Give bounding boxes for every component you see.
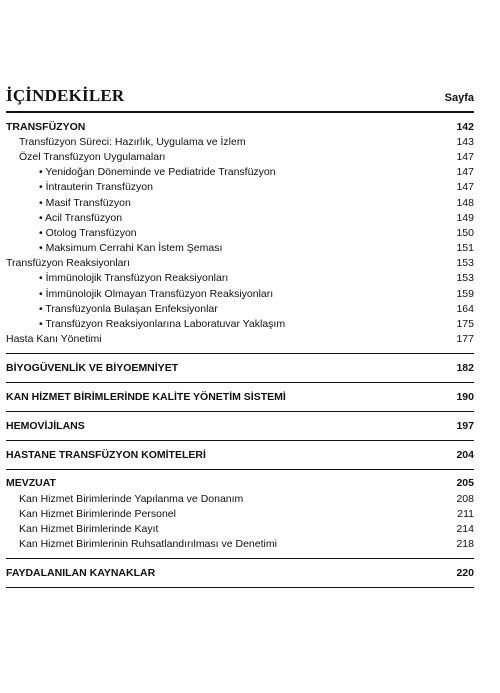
toc-entry[interactable]: [6, 225, 474, 240]
toc-entry[interactable]: [6, 286, 474, 301]
page-number: 214: [456, 522, 474, 535]
page-number: 204: [456, 448, 474, 461]
toc-entry[interactable]: [6, 195, 474, 210]
page-number: 220: [456, 566, 474, 579]
page-number: 147: [456, 181, 474, 194]
section-title: TRANSFÜZYON: [6, 120, 86, 133]
entry-label: • İmmünolojik Transfüzyon Reaksiyonları: [39, 272, 229, 285]
toc-entry[interactable]: [6, 521, 474, 536]
page-number: 177: [456, 333, 474, 346]
page-number: 197: [456, 419, 474, 432]
toc-entry[interactable]: [6, 256, 474, 271]
page-number: 190: [456, 390, 474, 403]
page-number: 147: [456, 150, 474, 163]
toc-section-kaynaklar[interactable]: [6, 559, 474, 587]
bottom-rule: [6, 587, 474, 588]
toc-entry[interactable]: [6, 506, 474, 521]
page-number: 142: [456, 120, 474, 133]
toc-section-biyoguvenlik[interactable]: [6, 354, 474, 382]
page-number: 153: [456, 272, 474, 285]
toc-entry[interactable]: [6, 210, 474, 225]
page-number: 175: [456, 318, 474, 331]
section-title: BİYOGÜVENLİK VE BİYOEMNİYET: [6, 361, 179, 374]
toc-entry[interactable]: [6, 134, 474, 149]
entry-label: • Acil Transfüzyon: [39, 211, 123, 224]
section-title: KAN HİZMET BİRİMLERİNDE KALİTE YÖNETİM SİSTEMİ: [6, 390, 286, 403]
section-title: FAYDALANILAN KAYNAKLAR: [6, 566, 156, 579]
page-number: 147: [456, 166, 474, 179]
entry-label: Özel Transfüzyon Uygulamaları: [19, 150, 166, 163]
toc-section-hemovijilans[interactable]: [6, 412, 474, 440]
entry-label: Hasta Kanı Yönetimi: [6, 333, 102, 346]
toc-section-transfuzyon: [6, 119, 474, 353]
entry-label: • İmmünolojik Olmayan Transfüzyon Reaksiyonları: [39, 287, 274, 300]
page-number: 151: [456, 242, 474, 255]
page-number: 164: [456, 302, 474, 315]
section-title: MEVZUAT: [6, 477, 56, 490]
section-title: HEMOVİJİLANS: [6, 419, 85, 432]
page-number: 218: [456, 538, 474, 551]
entry-label: • Transfüzyon Reaksiyonlarına Laboratuvar Yaklaşım: [39, 318, 286, 331]
page-number: 149: [456, 211, 474, 224]
section-divider: [6, 469, 474, 470]
toc-entry[interactable]: [6, 316, 474, 331]
page-number: 211: [457, 507, 474, 520]
page-number: 159: [456, 287, 474, 300]
header-rule: [6, 111, 474, 113]
entry-label: Transfüzyon Süreci: Hazırlık, Uygulama ve İzlem: [19, 135, 246, 148]
page-number: 182: [456, 361, 474, 374]
page-number: 150: [456, 226, 474, 239]
toc-entry[interactable]: [6, 491, 474, 506]
entry-label: • Masif Transfüzyon: [39, 196, 131, 209]
entry-label: • Yenidoğan Döneminde ve Pediatride Transfüzyon: [39, 166, 276, 179]
entry-label: Kan Hizmet Birimlerinde Kayıt: [19, 522, 159, 535]
toc-header: [6, 82, 474, 106]
page-number: 205: [456, 477, 474, 490]
toc-entry[interactable]: [6, 271, 474, 286]
toc-entry[interactable]: [6, 332, 474, 347]
toc-entry[interactable]: [6, 149, 474, 164]
page-number: 148: [456, 196, 474, 209]
toc-section-komiteler[interactable]: [6, 441, 474, 469]
entry-label: Kan Hizmet Birimlerinde Personel: [19, 507, 176, 520]
page-number: 153: [456, 257, 474, 270]
entry-label: • Maksimum Cerrahi Kan İstem Şeması: [39, 242, 223, 255]
entry-label: Kan Hizmet Birimlerinde Yapılanma ve Donanım: [19, 492, 244, 505]
toc-section-kalite[interactable]: [6, 383, 474, 411]
page-number: 208: [456, 492, 474, 505]
toc-entry[interactable]: [6, 476, 474, 491]
toc-entry[interactable]: [6, 241, 474, 256]
entry-label: • İntrauterin Transfüzyon: [39, 181, 153, 194]
toc-entry[interactable]: [6, 165, 474, 180]
toc-title: İÇİNDEKİLER: [6, 86, 125, 105]
page-column-label: Sayfa: [444, 92, 474, 104]
entry-label: Kan Hizmet Birimlerinin Ruhsatlandırılması ve Denetimi: [19, 538, 277, 551]
toc-section-mevzuat: [6, 476, 474, 558]
toc-entry[interactable]: [6, 119, 474, 134]
entry-label: Transfüzyon Reaksiyonları: [6, 257, 130, 270]
page-number: 143: [456, 135, 474, 148]
toc-entry[interactable]: [6, 301, 474, 316]
entry-label: • Otolog Transfüzyon: [39, 226, 137, 239]
toc-entry[interactable]: [6, 180, 474, 195]
entry-label: • Transfüzyonla Bulaşan Enfeksiyonlar: [39, 302, 218, 315]
section-title: HASTANE TRANSFÜZYON KOMİTELERİ: [6, 448, 206, 461]
toc-entry[interactable]: [6, 537, 474, 552]
